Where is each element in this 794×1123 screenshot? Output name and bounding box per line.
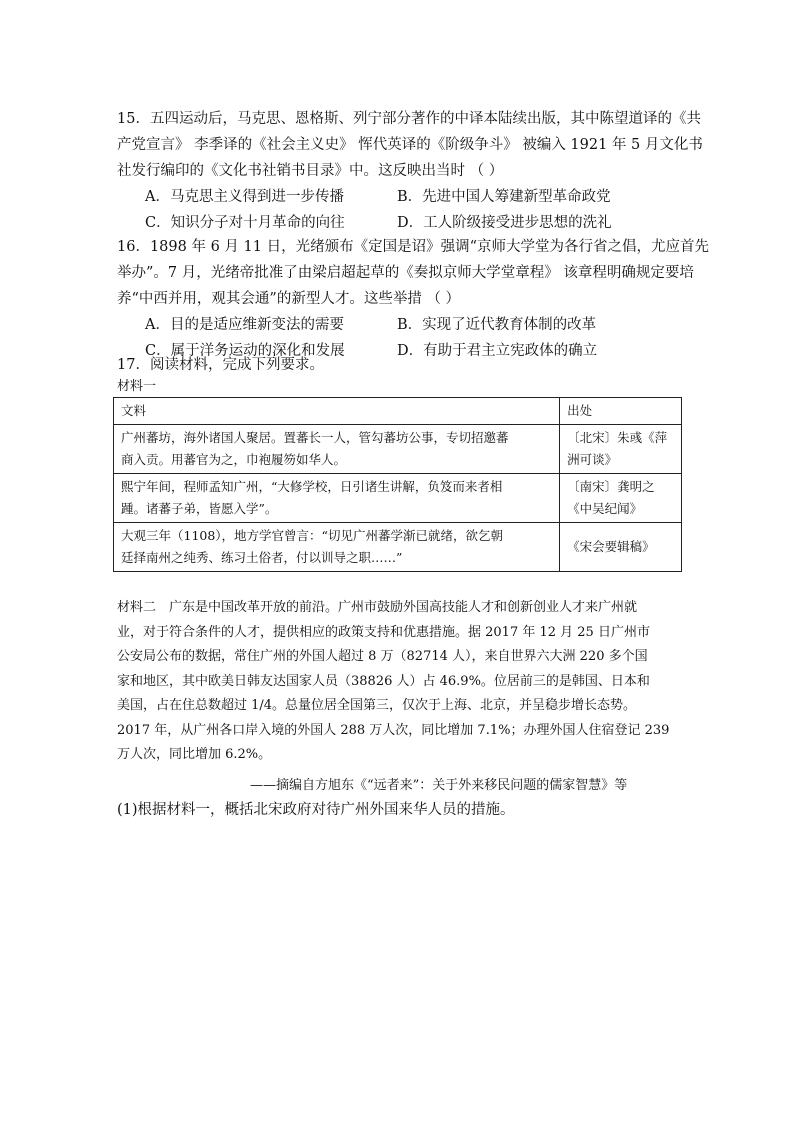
material-2-line: 2017 年，从广州各口岸入境的外国人 288 万人次，同比增加 7.1%；办理外国人住宿登记 239: [117, 722, 670, 738]
cell-line: 《中吴纪闻》: [567, 501, 643, 516]
table-header-row: [114, 398, 682, 425]
material-2-line: 家和地区，其中欧美日韩友达国家人员（38826 人）占 46.9%。位居前三的是韩国、日本和: [117, 673, 650, 689]
question-15-option-d[interactable]: D．工人阶级接受进步思想的洗礼: [397, 215, 612, 231]
question-15-line: 产党宣言》 李季译的《社会主义史》 恽代英译的《阶级争斗》 被编入 1921 年 5 月文化书: [117, 137, 703, 153]
question-16-line: 养“中西并用，观其会通”的新型人才。这些举措 （ ）: [117, 291, 461, 307]
table-cell-source: [560, 523, 682, 572]
question-17-sub-1: (1)根据材料一，概括北宋政府对待广州外国来华人员的措施。: [117, 802, 515, 818]
cell-line: 洲可谈》: [567, 452, 618, 467]
question-15-line: 社发行编印的《文化书社销书目录》中。这反映出当时 （ ）: [117, 163, 504, 179]
table-row: [114, 474, 682, 523]
material-1-table: [113, 397, 682, 572]
material-2-line: 美国，占在住总数超过 1/4。总量位居全国第三，仅次于上海、北京，并呈稳步增长态势。: [117, 698, 637, 713]
table-row: [114, 425, 682, 474]
question-17-intro-text: 17．阅读材料，完成下列要求。: [117, 357, 324, 373]
material-2-citation: ——摘编自方旭东《“远者来”：关于外来移民问题的儒家智慧》等: [250, 778, 628, 793]
cell-line: 踵。诸蕃子弟，皆愿入学”。: [121, 501, 278, 516]
question-16-option-c[interactable]: C．属于洋务运动的深化和发展: [145, 343, 345, 359]
table-cell-source: [560, 425, 682, 474]
cell-line: 《宋会要辑稿》: [567, 539, 655, 554]
question-16-line: 举办”。7 月，光绪帝批准了由梁启超起草的《奏拟京师大学堂章程》 该章程明确规定要培: [117, 265, 694, 281]
table-cell-text: [114, 523, 560, 572]
material-2-line: 公安局公布的数据，常住广州的外国人超过 8 万（82714 人），来自世界六大洲 220 多个国: [117, 649, 648, 664]
material-2-text: [117, 596, 691, 768]
cell-line: 〔南宋〕龚明之: [567, 479, 655, 494]
material-2-line: 业，对于符合条件的人才，提供相应的政策支持和优惠措施。据 2017 年 12 月 25 日广州市: [117, 624, 650, 640]
question-16-option-d[interactable]: D．有助于君主立宪政体的确立: [397, 343, 598, 359]
cell-line: 熙宁年间，程师孟知广州，“大修学校，日引诸生讲解，负笈而来者相: [121, 479, 503, 494]
cell-line: 廷择南州之纯秀、练习土俗者，付以训导之职……”: [121, 550, 403, 565]
question-15-option-c[interactable]: C．知识分子对十月革命的向往: [145, 215, 345, 231]
table-cell-text: [114, 474, 560, 523]
cell-line: 大观三年（1108），地方学官曾言：“切见广州蕃学渐已就绪，欲乞朝: [121, 528, 503, 543]
question-15-line: 15．五四运动后，马克思、恩格斯、列宁部分著作的中译本陆续出版，其中陈望道译的《共: [117, 111, 701, 127]
question-16-option-a[interactable]: A．目的是适应维新变法的需要: [145, 317, 344, 333]
table-cell-source: [560, 474, 682, 523]
material-1-label: 材料一: [117, 379, 157, 394]
question-16-line: 16．1898 年 6 月 11 日，光绪颁布《定国是诏》强调“京师大学堂为各行省之倡，尤应首先: [117, 239, 709, 255]
table-row: [114, 523, 682, 572]
question-16-stem: [117, 234, 709, 312]
question-15-option-b[interactable]: B．先进中国人筹建新型革命政党: [397, 189, 611, 205]
question-17-intro: [117, 352, 689, 378]
material-2-line: 万人次，同比增加 6.2%。: [117, 747, 272, 762]
question-15-options: [145, 184, 665, 236]
question-16-option-b[interactable]: B．实现了近代教育体制的改革: [397, 317, 597, 333]
table-cell-text: [114, 425, 560, 474]
question-15-option-a[interactable]: A．马克思主义得到进一步传播: [145, 189, 344, 205]
material-2-line: 材料二 广东是中国改革开放的前沿。广州市鼓励外国高技能人才和创新创业人才来广州就: [117, 600, 638, 615]
cell-line: 广州蕃坊，海外诸国人聚居。置蕃长一人，管勾蕃坊公事，专切招邀蕃: [121, 430, 509, 445]
cell-line: 〔北宋〕朱彧《萍: [567, 430, 668, 445]
cell-line: 商入贡。用蕃官为之，巾袍履笏如华人。: [121, 452, 347, 467]
table-header-text: 文料: [114, 398, 560, 425]
question-15-stem: [117, 106, 703, 184]
table-header-source: 出处: [560, 398, 682, 425]
